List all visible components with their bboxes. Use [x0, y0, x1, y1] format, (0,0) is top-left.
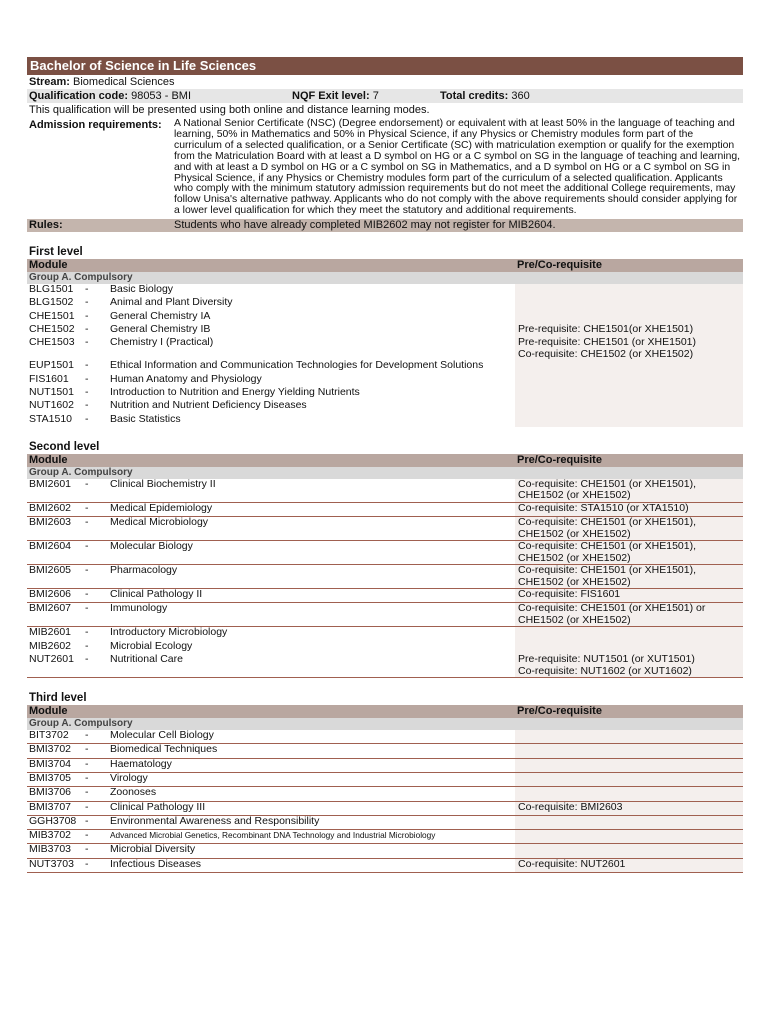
module-name: Advanced Microbial Genetics, Recombinant DNA Technology and Industrial Microbiology	[110, 830, 436, 841]
stream-row	[27, 75, 743, 89]
prereq-cell	[515, 414, 743, 427]
module-header: Module	[29, 705, 68, 718]
module-code: BMI2605	[29, 564, 72, 577]
prereq-cell	[515, 802, 743, 815]
qualification-code-label: Qualification code:	[29, 90, 129, 102]
prereq-cell	[515, 324, 743, 337]
prereq-cell	[515, 400, 743, 413]
dash-separator: -	[85, 653, 89, 666]
dash-separator: -	[85, 309, 89, 322]
table-row	[27, 627, 743, 640]
credits-value: 360	[511, 90, 530, 102]
table-row	[27, 859, 743, 873]
prereq-header: Pre/Co-requisite	[517, 705, 602, 718]
module-code: NUT1602	[29, 399, 74, 412]
prereq-cell	[515, 759, 743, 772]
prereq-cell	[515, 311, 743, 324]
prereq-line: Co-requisite: FIS1601	[518, 588, 621, 601]
prereq-cell	[515, 859, 743, 872]
dash-separator: -	[85, 477, 89, 490]
prereq-line: Co-requisite: CHE1501 (or XHE1501),	[518, 564, 696, 577]
qualification-document	[27, 57, 743, 873]
module-name: Clinical Pathology II	[110, 588, 203, 601]
module-code: BMI2604	[29, 540, 72, 553]
module-code: STA1510	[29, 412, 72, 425]
table-row	[27, 802, 743, 816]
dash-separator: -	[85, 399, 89, 412]
dash-separator: -	[85, 336, 89, 349]
dash-separator: -	[85, 516, 89, 529]
module-name: Molecular Biology	[110, 540, 193, 553]
prereq-line: Co-requisite: NUT2601	[518, 857, 626, 870]
dash-separator: -	[85, 814, 89, 827]
dash-separator: -	[85, 857, 89, 870]
prereq-cell	[515, 641, 743, 654]
prereq-line: Co-requisite: CHE1501 (or XHE1501),	[518, 540, 696, 553]
prereq-cell	[515, 337, 743, 360]
table-row	[27, 773, 743, 787]
prereq-cell	[515, 744, 743, 757]
dash-separator: -	[85, 757, 89, 770]
prereq-cell	[515, 787, 743, 800]
module-name: Nutritional Care	[110, 653, 183, 666]
module-code: CHE1502	[29, 323, 75, 336]
module-name: Medical Microbiology	[110, 516, 209, 529]
prereq-line: Co-requisite: CHE1501 (or XHE1501) or	[518, 602, 706, 615]
prereq-line: Pre-requisite: NUT1501 (or XUT1501)	[518, 653, 695, 666]
table-row	[27, 503, 743, 517]
module-code: BMI2602	[29, 501, 72, 514]
prereq-cell	[515, 297, 743, 310]
module-code: MIB3702	[29, 829, 72, 842]
module-code: BLG1501	[29, 283, 74, 296]
module-name: Medical Epidemiology	[110, 501, 213, 514]
dash-separator: -	[85, 501, 89, 514]
prereq-line: CHE1502 (or XHE1502)	[518, 575, 631, 588]
nqf-label: NQF Exit level:	[292, 90, 370, 102]
module-code: BMI2601	[29, 477, 72, 490]
prereq-cell	[515, 603, 743, 626]
prereq-line: Pre-requisite: CHE1501 (or XHE1501)	[518, 336, 696, 349]
prereq-cell	[515, 730, 743, 743]
rules-label: Rules:	[29, 219, 63, 232]
module-header: Module	[29, 453, 68, 466]
table-row	[27, 400, 743, 413]
module-name: General Chemistry IB	[110, 323, 211, 336]
module-code: BMI2606	[29, 588, 72, 601]
module-code: EUP1501	[29, 359, 74, 372]
module-code: BMI3706	[29, 786, 72, 799]
table-row	[27, 414, 743, 427]
dash-separator: -	[85, 786, 89, 799]
module-table-header	[27, 259, 743, 272]
table-row	[27, 479, 743, 503]
module-name: Biomedical Techniques	[110, 743, 218, 756]
nqf-value: 7	[372, 90, 379, 102]
prereq-cell	[515, 816, 743, 829]
table-row	[27, 297, 743, 310]
module-name: Clinical Pathology III	[110, 800, 206, 813]
module-name: Virology	[110, 771, 148, 784]
table-row	[27, 311, 743, 324]
dash-separator: -	[85, 639, 89, 652]
dash-separator: -	[85, 829, 89, 842]
table-row	[27, 374, 743, 387]
module-name: Pharmacology	[110, 564, 178, 577]
module-code: NUT1501	[29, 385, 74, 398]
module-code: BMI3705	[29, 771, 72, 784]
prereq-line: Co-requisite: BMI2603	[518, 800, 623, 813]
prereq-line: Co-requisite: NUT1602 (or XUT1602)	[518, 664, 692, 677]
group-label: Group A. Compulsory	[27, 718, 743, 730]
stream-value: Biomedical Sciences	[73, 76, 175, 88]
prereq-line: Co-requisite: CHE1501 (or XHE1501),	[518, 477, 696, 490]
admission-label: Admission requirements:	[29, 119, 162, 131]
table-row	[27, 541, 743, 565]
dash-separator: -	[85, 323, 89, 336]
prereq-line: CHE1502 (or XHE1502)	[518, 613, 631, 626]
rules-text: Students who have already completed MIB2602 may not register for MIB2604.	[174, 219, 556, 232]
prereq-cell	[515, 654, 743, 677]
prereq-cell	[515, 565, 743, 588]
dash-separator: -	[85, 540, 89, 553]
prereq-cell	[515, 541, 743, 564]
module-name: Chemistry I (Practical)	[110, 336, 214, 349]
dash-separator: -	[85, 626, 89, 639]
module-name: Basic Statistics	[110, 412, 181, 425]
table-row	[27, 284, 743, 297]
module-name: Ethical Information and Communication Technologies for Development Solutions	[110, 359, 484, 372]
module-code: MIB2602	[29, 639, 72, 652]
dash-separator: -	[85, 743, 89, 756]
table-row	[27, 517, 743, 541]
table-row	[27, 759, 743, 773]
table-row	[27, 844, 743, 858]
table-row	[27, 360, 743, 373]
module-name: Molecular Cell Biology	[110, 729, 214, 742]
dash-separator: -	[85, 372, 89, 385]
prereq-cell	[515, 517, 743, 540]
prereq-cell	[515, 284, 743, 297]
module-code: MIB3703	[29, 843, 72, 856]
module-name: Infectious Diseases	[110, 857, 202, 870]
admission-text: A National Senior Certificate (NSC) (Degree endorsement) or equivalent with at least 50% in the language of teaching and learning, 50% in Mathematics and 50% in Physical Science, if any Physics or Chemistry modules form part of the curriculum of a selected qualification, or a Senior Certificate (SC) with matriculation exemption or qualify for the exemption from the Matriculation Board with at least a D symbol on HG or a C symbol on SG in the language of teaching and learning, and with at least a D symbol on HG or a C symbol on SG in Mathematics, and a D symbol on HG or a C symbol on SG in Physical Science, if any Physics or Chemistry modules form part of the curriculum of a selected qualification. Applicants who comply with the minimum statutory admission requirements but do not meet the additional College requirements, may follow Unisa's alternative pathway. Applicants who do not comply with the above requirements should consider applying for a lower level qualification for which they meet the statutory and additional requirements.	[174, 118, 741, 217]
module-header: Module	[29, 259, 68, 272]
module-code: MIB2601	[29, 626, 72, 639]
levels-container	[27, 245, 743, 873]
prereq-line: Co-requisite: STA1510 (or XTA1510)	[518, 501, 689, 514]
module-name: Introductory Microbiology	[110, 626, 228, 639]
table-row	[27, 787, 743, 801]
dash-separator: -	[85, 588, 89, 601]
dash-separator: -	[85, 296, 89, 309]
qualification-code-value: 98053 - BMI	[131, 90, 191, 102]
table-row	[27, 565, 743, 589]
prereq-header: Pre/Co-requisite	[517, 453, 602, 466]
table-row	[27, 387, 743, 400]
module-name: Nutrition and Nutrient Deficiency Diseases	[110, 399, 307, 412]
rules-row	[27, 219, 743, 232]
prereq-line: Co-requisite: CHE1502 (or XHE1502)	[518, 347, 694, 360]
prereq-cell	[515, 374, 743, 387]
dash-separator: -	[85, 564, 89, 577]
module-name: Zoonoses	[110, 786, 157, 799]
dash-separator: -	[85, 602, 89, 615]
level-title: Third level	[29, 692, 87, 705]
table-row	[27, 816, 743, 830]
module-name: Haematology	[110, 757, 172, 770]
dash-separator: -	[85, 385, 89, 398]
prereq-line: Co-requisite: CHE1501 (or XHE1501),	[518, 516, 696, 529]
prereq-cell	[515, 627, 743, 640]
prereq-cell	[515, 503, 743, 516]
module-code: BMI2603	[29, 516, 72, 529]
prereq-line: CHE1502 (or XHE1502)	[518, 527, 631, 540]
dash-separator: -	[85, 283, 89, 296]
table-row	[27, 589, 743, 603]
dash-separator: -	[85, 359, 89, 372]
group-label: Group A. Compulsory	[27, 272, 743, 284]
table-row	[27, 337, 743, 360]
table-row	[27, 830, 743, 844]
admission-requirements	[27, 118, 743, 217]
module-code: CHE1501	[29, 309, 75, 322]
module-table-header	[27, 454, 743, 467]
prereq-cell	[515, 844, 743, 857]
prereq-line: Pre-requisite: CHE1501(or XHE1501)	[518, 323, 694, 336]
module-code: BLG1502	[29, 296, 74, 309]
qualification-row	[27, 89, 743, 103]
module-code: NUT2601	[29, 653, 74, 666]
module-code: NUT3703	[29, 857, 74, 870]
module-code: BMI3704	[29, 757, 72, 770]
credits-label: Total credits:	[440, 90, 509, 102]
level-title: First level	[29, 246, 83, 259]
module-name: Microbial Diversity	[110, 843, 196, 856]
dash-separator: -	[85, 771, 89, 784]
prereq-cell	[515, 387, 743, 400]
module-name: Human Anatomy and Physiology	[110, 372, 262, 385]
module-name: General Chemistry IA	[110, 309, 211, 322]
presentation-note: This qualification will be presented using both online and distance learning modes.	[29, 104, 430, 116]
group-label: Group A. Compulsory	[27, 467, 743, 479]
module-name: Immunology	[110, 602, 168, 615]
module-name: Clinical Biochemistry II	[110, 477, 216, 490]
prereq-header: Pre/Co-requisite	[517, 259, 602, 272]
module-code: BIT3702	[29, 729, 69, 742]
table-row	[27, 730, 743, 744]
table-row	[27, 603, 743, 627]
module-code: BMI3707	[29, 800, 72, 813]
level-title: Second level	[29, 440, 100, 453]
module-code: BMI2607	[29, 602, 72, 615]
prereq-cell	[515, 773, 743, 786]
dash-separator: -	[85, 729, 89, 742]
page-title: Bachelor of Science in Life Sciences	[27, 57, 743, 75]
stream-label: Stream:	[29, 76, 70, 88]
table-row	[27, 641, 743, 654]
dash-separator: -	[85, 843, 89, 856]
prereq-cell	[515, 589, 743, 602]
table-row	[27, 324, 743, 337]
module-name: Basic Biology	[110, 283, 174, 296]
module-table-header	[27, 705, 743, 718]
prereq-line: CHE1502 (or XHE1502)	[518, 489, 631, 502]
dash-separator: -	[85, 800, 89, 813]
module-code: BMI3702	[29, 743, 72, 756]
table-row	[27, 744, 743, 758]
module-code: CHE1503	[29, 336, 75, 349]
module-code: FIS1601	[29, 372, 69, 385]
module-name: Microbial Ecology	[110, 639, 193, 652]
prereq-cell	[515, 830, 743, 843]
module-name: Animal and Plant Diversity	[110, 296, 233, 309]
dash-separator: -	[85, 412, 89, 425]
prereq-cell	[515, 479, 743, 502]
module-name: Environmental Awareness and Responsibility	[110, 814, 320, 827]
module-code: GGH3708	[29, 814, 77, 827]
table-row	[27, 654, 743, 678]
prereq-line: CHE1502 (or XHE1502)	[518, 551, 631, 564]
prereq-cell	[515, 360, 743, 373]
module-name: Introduction to Nutrition and Energy Yielding Nutrients	[110, 385, 360, 398]
